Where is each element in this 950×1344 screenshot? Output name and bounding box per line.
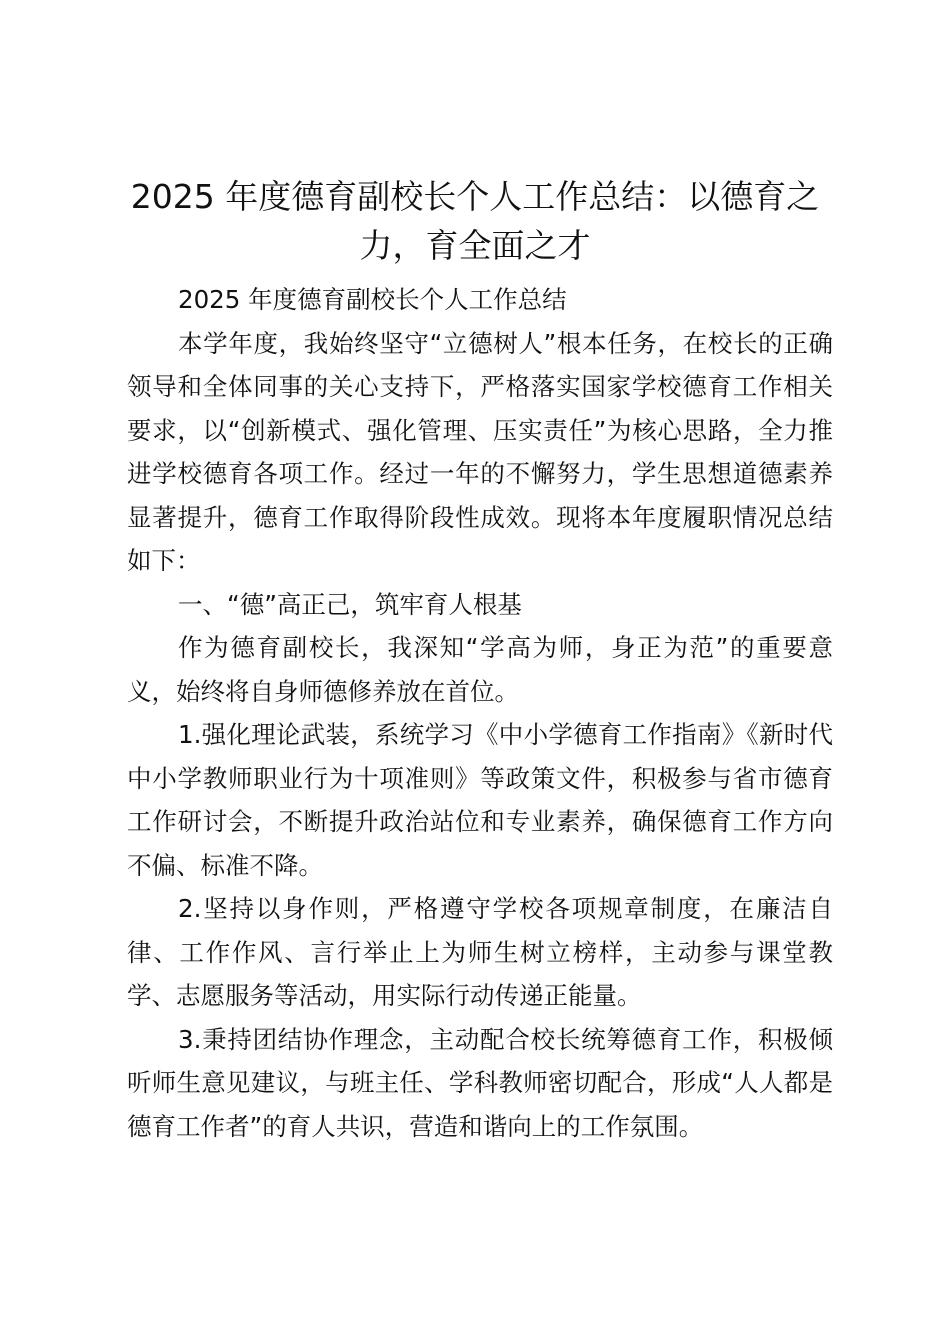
list-item-3: 3.秉持团结协作理念，主动配合校长统筹德育工作，积极倾听师生意见建议，与班主任、学科教师密切配合，形成“人人都是德育工作者”的育人共识，营造和谐向上的工作氛围。 xyxy=(127,1024,833,1141)
section-intro-paragraph: 作为德育副校长，我深知“学高为师，身正为范”的重要意义，始终将自身师德修养放在首位。 xyxy=(127,633,833,706)
list-item-1: 1.强化理论武装，系统学习《中小学德育工作指南》《新时代中小学教师职业行为十项准则》等政策文件，积极参与省市德育工作研讨会，不断提升政治站位和专业素养，确保德育工作方向不偏、标准不降。 xyxy=(127,720,833,880)
section-heading: 一、“德”高正己，筑牢育人根基 xyxy=(178,589,522,619)
intro-paragraph: 本学年度，我始终坚守“立德树人”根本任务，在校长的正确领导和全体同事的关心支持下，严格落实国家学校德育工作相关要求，以“创新模式、强化管理、压实责任”为核心思路，全力推进学校德育各项工作。经过一年的不懈努力，学生思想道德素养显著提升，德育工作取得阶段性成效。现将本年度履职情况总结如下： xyxy=(127,328,833,575)
list-item-2: 2.坚持以身作则，严格遵守学校各项规章制度，在廉洁自律、工作作风、言行举止上为师生树立榜样，主动参与课堂教学、志愿服务等活动，用实际行动传递正能量。 xyxy=(127,894,833,1010)
subtitle-paragraph: 2025 年度德育副校长个人工作总结 xyxy=(178,285,567,314)
document-title: 2025 年度德育副校长个人工作总结：以德育之力，育全面之才 xyxy=(130,177,820,265)
document-body xyxy=(127,278,833,1148)
